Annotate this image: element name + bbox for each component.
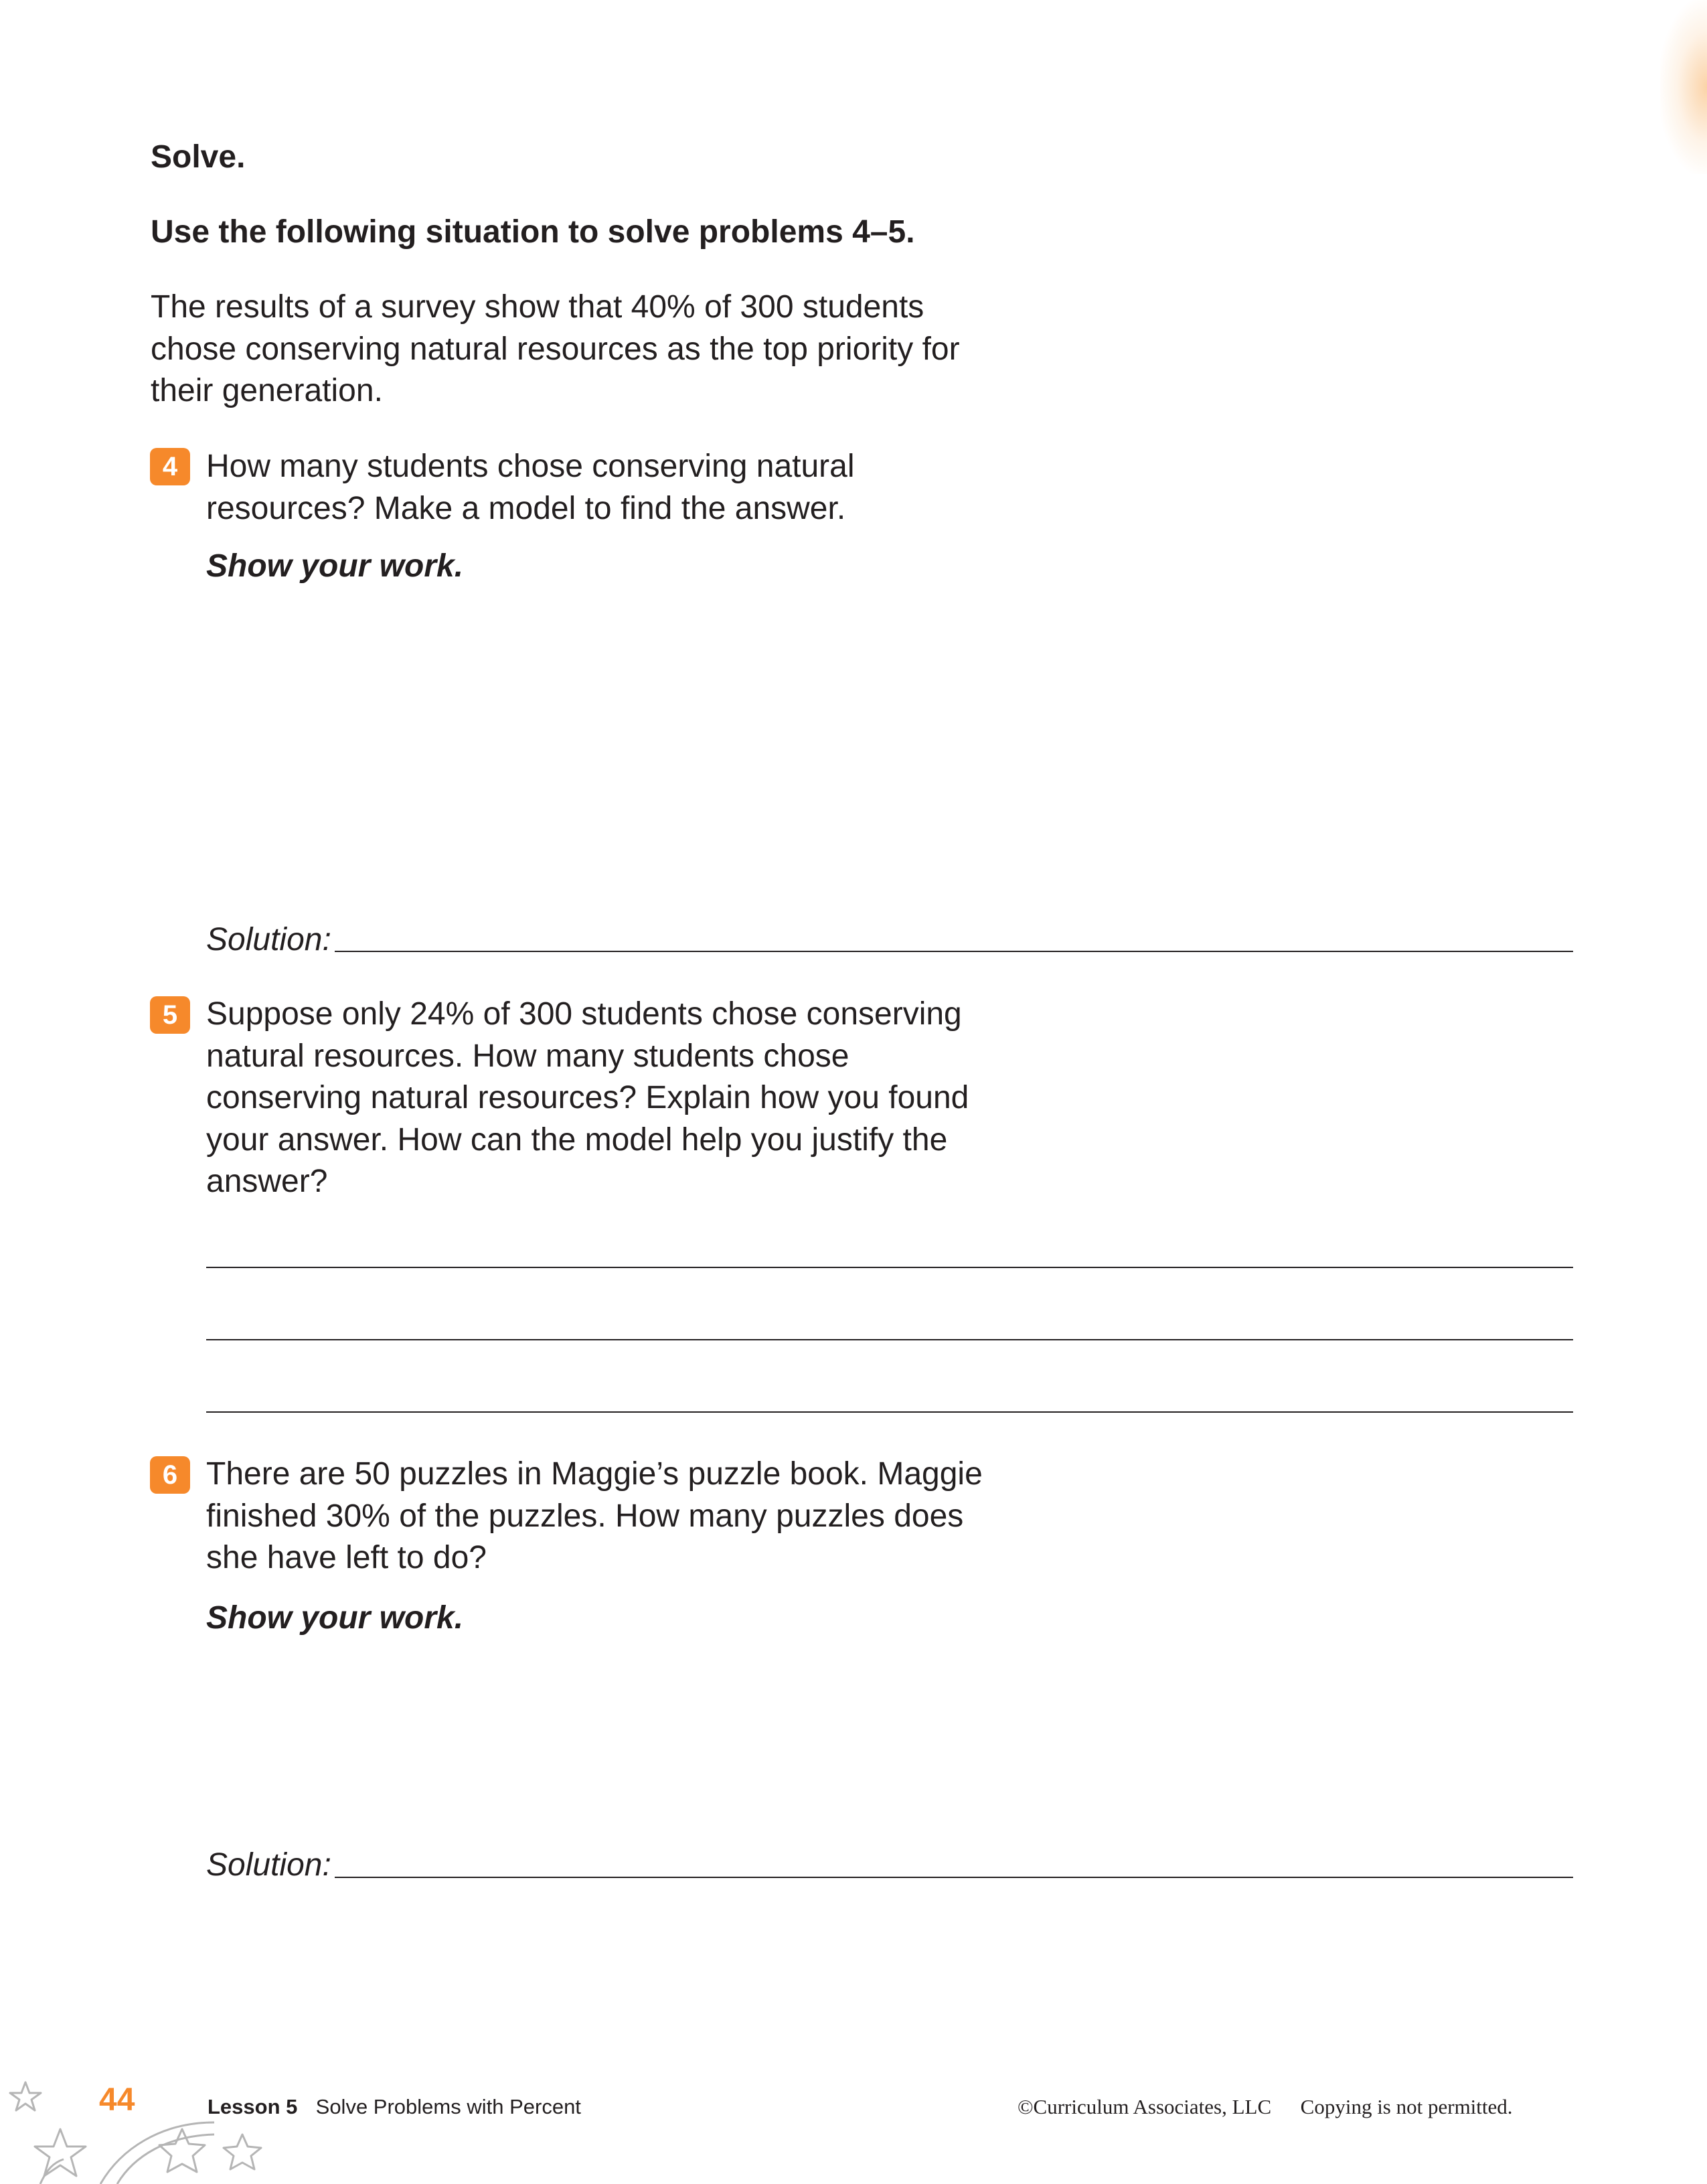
situation-heading: Use the following situation to solve problems 4–5. [151, 214, 915, 250]
page-edge-decoration [1660, 0, 1707, 174]
problem-4-show-work: Show your work. [206, 548, 464, 584]
problem-6-number-badge: 6 [150, 1456, 190, 1494]
problem-6-solution-label: Solution: [206, 1847, 331, 1883]
lesson-footer [208, 2094, 581, 2120]
problem-6-solution-line[interactable] [335, 1877, 1573, 1878]
problem-4-number-badge: 4 [150, 448, 190, 485]
copy-notice: Copying is not permitted. [1300, 2095, 1513, 2118]
solve-heading: Solve. [151, 139, 246, 175]
problem-4-solution-label: Solution: [206, 922, 331, 957]
problem-4-solution-line[interactable] [335, 951, 1573, 952]
problem-5-answer-line-1[interactable] [206, 1267, 1573, 1268]
star-medium-icon [35, 2129, 86, 2176]
problem-4-text: How many students chose conserving natural resources? Make a model to find the answer. [206, 449, 855, 526]
problem-6-show-work: Show your work. [206, 1600, 464, 1636]
problem-5-answer-line-2[interactable] [206, 1339, 1573, 1340]
copyright-footer [1018, 2094, 1513, 2120]
copyright-text: ©Curriculum Associates, LLC [1018, 2095, 1272, 2118]
problem-5-text: Suppose only 24% of 300 students chose conserving natural resources. How many students chose conserving natural resources? Explain how you found your answer. How can the model help you justify the answer? [206, 996, 969, 1199]
lesson-label: Lesson 5 [208, 2095, 298, 2118]
page-number: 44 [99, 2082, 135, 2118]
star-small-icon [10, 2082, 41, 2110]
lesson-title: Solve Problems with Percent [315, 2095, 581, 2118]
problem-5-answer-line-3[interactable] [206, 1411, 1573, 1413]
problem-5-number-badge: 5 [150, 996, 190, 1034]
star-right-icon [224, 2134, 261, 2169]
situation-text: The results of a survey show that 40% of 300 students chose conserving natural resources as the top priority for their generation. [151, 289, 960, 408]
problem-6-text: There are 50 puzzles in Maggie’s puzzle book. Maggie finished 30% of the puzzles. How many puzzles does she have left to do? [206, 1456, 983, 1575]
